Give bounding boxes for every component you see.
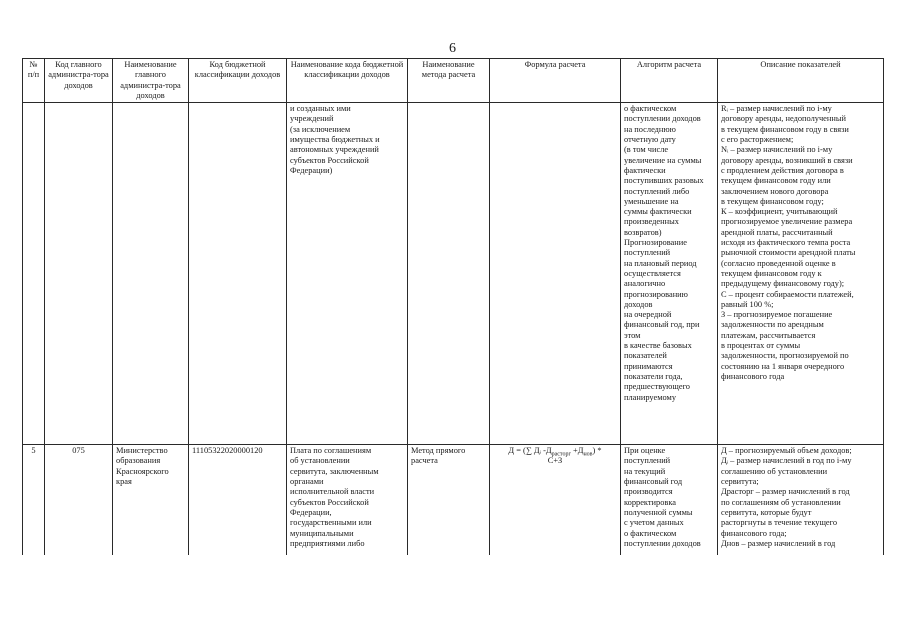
formula-part: +Д [570,446,584,456]
cell-description: Rᵢ – размер начислений по i-му договору аренды, недополученный в текущем финансовом году в связи с его расторжением; Nᵢ – размер начислений по i-му договору аренды, возникший в связи с продлением действия договора в текущем финансовом году или заключением нового договора в текущем финансовом году; К – коэффициент, учитывающий прогнозируемое увеличение размера арендной платы, рассчитанный исходя из фактического темпа роста рыночной стоимости арендной платы (согласно проведенной оценке в текущем финансовом году к предыдущему финансовому году); С – процент собираемости платежей, равный 100 %; З – прогнозируемое погашение задолженности по арендным платежам, рассчитывается в процентах от суммы задолженности, прогнозируемой по состоянию на 1 января очередного финансового года [718,103,884,445]
cell-num: 5 [23,445,45,556]
header-admin-name: Наименование главного администра-тора доходов [113,59,189,103]
cell-algorithm: При оценке поступлений на текущий финансовый год производится корректировка полученной суммы с учетом данных о фактическом поступлении доходов [621,445,718,556]
header-admin-code: Код главного администра-тора доходов [45,59,113,103]
revenue-forecast-table [22,58,884,555]
table-row-5 [23,445,884,556]
header-description: Описание показателей [718,59,884,103]
cell-kbk: 11105322020000120 [189,445,287,556]
cell-kbk-name: и созданных ими учреждений (за исключением имущества бюджетных и автономных учреждений субъектов Российской Федерации) [287,103,408,445]
header-kbk-name: Наименование кода бюджетной классификации доходов [287,59,408,103]
cell-num [23,103,45,445]
table-header-row [23,59,884,103]
formula-subscript: расторг [551,451,571,458]
formula-part: Д = (∑ Дᵢ -Д [508,446,552,456]
cell-kbk-name: Плата по соглашениям об установлении сервитута, заключенным органами исполнительной власти субъектов Российской Федерации, государственными или муниципальными предприятиями либо [287,445,408,556]
formula-subscript: нов [583,451,593,458]
cell-admin-code: 075 [45,445,113,556]
formula-part: ) * С+З [547,446,602,466]
table-row-continued [23,103,884,445]
cell-method [408,103,490,445]
header-method: Наименование метода расчета [408,59,490,103]
header-kbk: Код бюджетной классификации доходов [189,59,287,103]
cell-kbk [189,103,287,445]
cell-formula [490,445,621,556]
cell-algorithm: о фактическом поступлении доходов на последнюю отчетную дату (в том числе увеличение на суммы фактически поступивших разовых поступлений либо уменьшение на суммы фактически произведенных возвратов) Прогнозирование поступлений на плановый период осуществляется аналогично прогнозированию доходов на очередной финансовый год, при этом в качестве базовых показателей принимаются показатели года, предшествующего планируемому [621,103,718,445]
cell-admin-name: Министерство образования Красноярского края [113,445,189,556]
cell-formula [490,103,621,445]
cell-admin-code [45,103,113,445]
cell-method: Метод прямого расчета [408,445,490,556]
header-num: № п/п [23,59,45,103]
page-number: 6 [449,41,456,56]
cell-admin-name [113,103,189,445]
header-formula: Формула расчета [490,59,621,103]
header-algorithm: Алгоритм расчета [621,59,718,103]
cell-description: Д – прогнозируемый объем доходов; Дᵢ – размер начислений в год по i-му соглашению об установлении сервитута; Драсторг – размер начислений в год по соглашениям об установлении сервитута, которые будут расторгнуты в течение текущего финансового года; Днов – размер начислений в год [718,445,884,556]
